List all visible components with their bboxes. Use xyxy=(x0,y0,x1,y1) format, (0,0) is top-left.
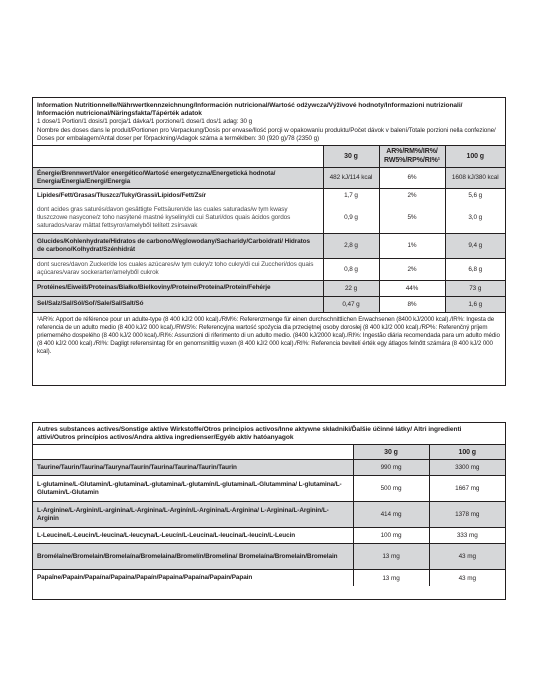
substance-label: L-Arginine/L-Arginin/L-arginina/L-Arginina/L-Arginín/L-Arginina/L-Arginina/ L-Arginina/L-Arginin/L-Arginin xyxy=(33,502,353,528)
value-reference-intake: 1% xyxy=(379,233,445,258)
substance-row-glutamine xyxy=(33,476,505,502)
substance-row-taurine xyxy=(33,460,505,476)
active-substances-header xyxy=(33,423,505,445)
value-30g: 0,8 g xyxy=(323,258,379,280)
value-30g: 500 mg xyxy=(353,476,429,502)
nutrient-label: Glucides/Kohlenhydrate/Hidratos de carbono/Węglowodany/Sacharidy/Carboidrati/ Hidratos de carbono/Kolhydrat/Szénhidrát xyxy=(33,233,323,258)
column-header-100g: 100 g xyxy=(445,146,505,168)
substance-label: L-glutamine/L-Glutamin/L-glutamina/L-glutamina/L-glutamín/L-glutamina/L-Glutammina/ L-glutamina/L-Glutamin/L-Glutamin xyxy=(33,476,353,502)
active-substances-title: Autres substances actives/Sonstige aktive Wirkstoffe/Otros principios activos/Inne aktywne składniki/Ďalšie účinné látky/ Altri ingredienti attivi/Outros princípios activos/Andra aktiva ingredienser/Egyéb aktív hatóanyagok xyxy=(37,426,462,442)
value-30g: 100 mg xyxy=(353,528,429,544)
other-active-substances-table xyxy=(32,422,506,600)
substance-label: L-Leucine/L-Leucin/L-leucina/L-leucyna/L-Leucín/L-Leucina/L-leucina/L-leucin/L-Leucin xyxy=(33,528,353,544)
value-100g: 5,6 g xyxy=(445,188,505,203)
value-30g: 482 kJ/114 kcal xyxy=(323,167,379,188)
value-reference-intake: 6% xyxy=(379,167,445,188)
nutrition-column-header-row xyxy=(33,146,505,168)
substance-row-papain xyxy=(33,570,505,586)
value-100g: 1378 mg xyxy=(429,502,505,528)
value-100g: 3,0 g xyxy=(445,203,505,233)
value-30g: 990 mg xyxy=(353,460,429,476)
servings-per-pack-line: Nombre des doses dans le produit/Portionen pro Verpackung/Dosis por envase/Ilość porcji w opakowaniu produktu/Počet dávok v balení/Totale porzioni nella confezione/ Doses por embalagem/Antal doser per förpackning/Adagok száma a terméklben: 30 (920 g)/78 (2350 g) xyxy=(37,126,496,142)
value-30g: 0,9 g xyxy=(323,203,379,233)
blank-header-cell xyxy=(33,146,323,168)
value-reference-intake: 2% xyxy=(379,188,445,203)
active-substances-column-header-row xyxy=(33,445,505,460)
nutrition-header xyxy=(33,98,505,146)
nutrient-row-saturates xyxy=(33,203,505,233)
column-header-30g: 30 g xyxy=(353,445,429,460)
value-30g: 414 mg xyxy=(353,502,429,528)
value-100g: 73 g xyxy=(445,280,505,296)
column-header-reference-intake: AR%/RM%/IR%/ RW5%/RP%/RI%¹ xyxy=(379,146,445,168)
value-reference-intake: 44% xyxy=(379,280,445,296)
value-30g: 0,47 g xyxy=(323,296,379,312)
portion-size-line: 1 dose/1 Portion/1 dosis/1 porcja/1 dávka/1 porzione/1 dose/1 dos/1 adag: 30 g xyxy=(37,118,253,126)
reference-intake-footnote: ¹AR%: Apport de référence pour un adulte-type (8 400 kJ/2 000 kcal)./RM%: Referenzmenge für einen durchschnittlichen Erwachsenen (8400 kJ/2000 kcal)./IR%: Ingesta de referencia de un adulto medio (8 400 kJ/2 000 kcal)./RWS%: Referencyjna wartość spożycia dla przeciętnej osoby dorosłej (8 400 kJ/2 000 kcal)./RP%: Referenčný príjem priemerného dospelého (8 400 kJ/2 000 kcal)./RI%: Assunzioni di riferimento di un adulto medio. (8400 kJ/2000 kcal)./RI%: Ingestão diária recomendada para um adulto médio (8 400 kJ/2 000 kcal)./RI%: Dagligt referensintag för en genomsnittlig vuxen (8 400 kJ/2 000 kcal)./RI%: Referencia bevitelí érték egy átlagos felnőtt számára (8 400 kJ/2 000 kcal). xyxy=(33,312,505,358)
value-100g: 9,4 g xyxy=(445,233,505,258)
substance-label: Taurine/Taurin/Taurina/Tauryna/Taurín/Taurina/Taurina/Taurin/Taurin xyxy=(33,460,353,476)
substance-row-bromelain xyxy=(33,544,505,570)
value-reference-intake: 5% xyxy=(379,203,445,233)
substance-label: Bromélaïne/Bromelain/Bromelaína/Bromelaina/Bromelín/Bromelina/ Bromelaína/Bromelain/Bromelain xyxy=(33,544,353,570)
nutrient-label: dont sucres/davon Zucker/de los cuales azúcares/w tym cukry/z toho cukry/di cui Zuccheri/dos quais açúcares/varav sockerarter/amelyből cukrok xyxy=(33,258,323,280)
value-30g: 13 mg xyxy=(353,544,429,570)
substance-label: Papaïne/Papain/Papaína/Papaina/Papaín/Papaina/Papaína/Papain/Papain xyxy=(33,570,353,586)
nutrient-label: Énergie/Brennwert/Valor energético/Wartość energetyczna/Energetická hodnota/ Energia/Energia/Energi/Energia xyxy=(33,167,323,188)
nutrient-label: Lipides/Fett/Grasas/Tłuszcz/Tuky/Grassi/Lípidos/Fett/Zsír xyxy=(33,188,323,203)
value-30g: 2,8 g xyxy=(323,233,379,258)
nutrition-facts-table xyxy=(32,97,506,386)
value-100g: 1667 mg xyxy=(429,476,505,502)
nutrient-row-sugars xyxy=(33,258,505,280)
value-100g: 333 mg xyxy=(429,528,505,544)
column-header-30g: 30 g xyxy=(323,146,379,168)
active-substances-grid xyxy=(33,445,505,586)
value-30g: 22 g xyxy=(323,280,379,296)
nutrient-row-energy xyxy=(33,167,505,188)
nutrient-row-salt xyxy=(33,296,505,312)
substance-row-leucine xyxy=(33,528,505,544)
nutrition-title: Information Nutritionnelle/Nährwertkennzeichnung/Información nutricional/Wartość odżywcza/Výživové hodnoty/Informazioni nutrizionali/ Información nutricional/Näringsfakta/Tápérték adatok xyxy=(37,102,463,118)
nutrient-row-fat xyxy=(33,188,505,203)
value-100g: 1,6 g xyxy=(445,296,505,312)
nutrient-label: Sel/Salz/Sal/Sól/Soľ/Sale/Sal/Salt/Só xyxy=(33,296,323,312)
substance-row-arginine xyxy=(33,502,505,528)
nutrient-row-carbohydrate xyxy=(33,233,505,258)
column-header-100g: 100 g xyxy=(429,445,505,460)
value-100g: 6,8 g xyxy=(445,258,505,280)
blank-header-cell xyxy=(33,445,353,460)
value-reference-intake: 2% xyxy=(379,258,445,280)
value-100g: 3300 mg xyxy=(429,460,505,476)
value-reference-intake: 8% xyxy=(379,296,445,312)
value-100g: 43 mg xyxy=(429,544,505,570)
value-30g: 13 mg xyxy=(353,570,429,586)
value-100g: 43 mg xyxy=(429,570,505,586)
value-30g: 1,7 g xyxy=(323,188,379,203)
nutrient-label: Protéines/Eiweiß/Proteínas/Białko/Bielkoviny/Proteine/Proteína/Protein/Fehérje xyxy=(33,280,323,296)
nutrition-values-grid xyxy=(33,146,505,313)
value-100g: 1608 kJ/380 kcal xyxy=(445,167,505,188)
nutrient-label: dont acides gras saturés/davon gesättigte Fettsäuren/de las cuales saturadas/w tym kwasy tłuszczowe nasycone/z toho nasýtené mastné kyseliny/di cui Saturi/dos quais ácidos gordos saturados/varav mättat fettsyror/amelyből telített zsírsavak xyxy=(37,205,291,229)
nutrient-row-protein xyxy=(33,280,505,296)
